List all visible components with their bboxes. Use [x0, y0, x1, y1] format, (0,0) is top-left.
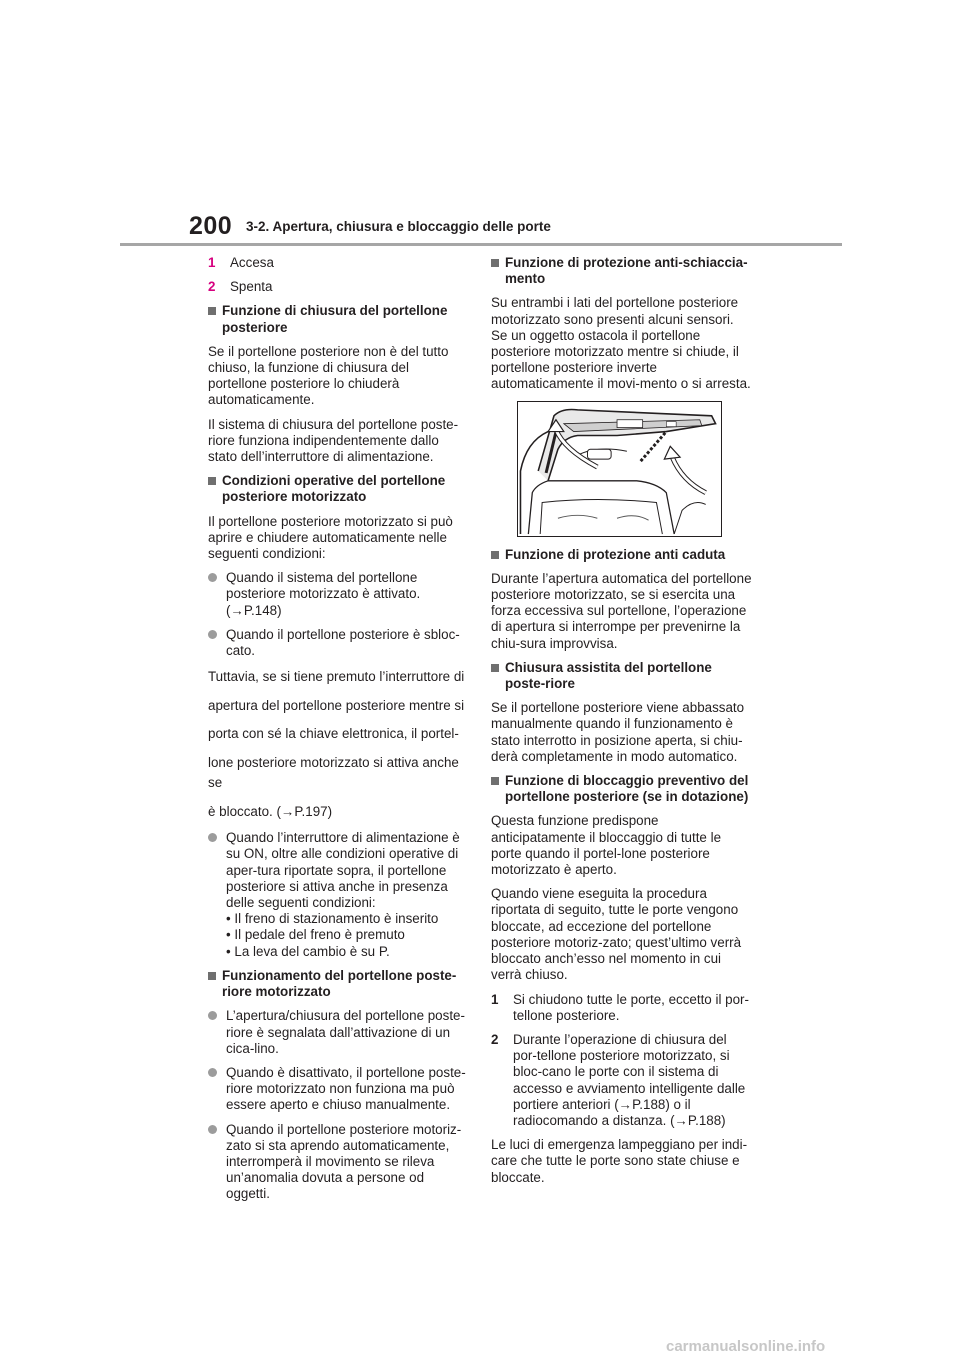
item-text: Accesa	[230, 255, 274, 270]
heading-text: Funzione di protezione anti caduta	[505, 546, 726, 562]
page-number: 200	[189, 212, 233, 240]
tailgate-sensor-illustration	[517, 401, 722, 537]
paragraph: Su entrambi i lati del portellone posteriore motorizzato sono presenti alcuni sensori. Se un oggetto ostacola il portellone posteriore motorizzato mentre si chiude, il portellone posteriore inverte automaticamente il movi-mento o si arresta.	[491, 295, 751, 392]
round-bullet-icon	[208, 1122, 226, 1203]
heading-text: Funzione di chiusura del portellone posteriore	[222, 303, 448, 335]
numbered-step	[491, 992, 753, 1024]
round-bullet-icon	[208, 1008, 226, 1057]
header-rule	[120, 243, 842, 246]
step-text: Si chiudono tutte le porte, eccetto il por-tellone posteriore.	[513, 991, 749, 1023]
bullet-text: Quando il portellone posteriore è sbloc-cato.	[226, 626, 460, 659]
footer-watermark: carmanualsonline.info	[666, 1338, 826, 1355]
numbered-step	[491, 1032, 753, 1129]
paragraph: Durante l’apertura automatica del portellone posteriore motorizzato, se si esercita una forza eccessiva sul portellone, l’operazione di apertura si interrompe per prevenirne la chiu-sura improvvisa.	[491, 570, 752, 651]
paragraph: Se il portellone posteriore viene abbassato manualmente quando il funzionamento è stato interrotto in posizione aperta, si chiu-derà completamente in modo automatico.	[491, 700, 745, 764]
numbered-item	[208, 255, 470, 271]
square-bullet-icon	[208, 473, 222, 505]
square-bullet-icon	[208, 303, 222, 335]
sub-item: • La leva del cambio è su P.	[226, 943, 390, 959]
round-bullet-icon	[208, 1065, 226, 1114]
step-text: Durante l’operazione di chiusura del por-tellone posteriore motorizzato, si bloc-cano le porte con il sistema di accesso e avviamento intelligente dalle portiere anteriori (→P.188) o il radiocomando a distanza. (→P.188)	[513, 1031, 746, 1128]
heading-text: Funzionamento del portellone poste-riore motorizzato	[222, 967, 457, 1000]
note-line: Tuttavia, se si tiene premuto l’interruttore di	[208, 669, 465, 685]
bullet-text: L’apertura/chiusura del portellone poste-riore è segnalata dall’attivazione di un cica-lino.	[226, 1008, 465, 1056]
section-heading	[491, 255, 753, 287]
note-line: porta con sé la chiave elettronica, il portel-	[208, 726, 459, 742]
bullet-text: Quando il sistema del portellone posteriore motorizzato è attivato. (→P.148)	[226, 570, 421, 618]
heading-text: Chiusura assistita del portellone poste-riore	[505, 659, 712, 692]
paragraph: Quando viene eseguita la procedura riportata di seguito, tutte le porte vengono bloccate, ad eccezione del portellone posteriore motoriz-zato; quest’ultimo verrà bloccato anch’esso nel momento in cui verrà chiuso.	[491, 886, 742, 983]
bullet-item	[208, 1065, 470, 1114]
bullet-item	[208, 1122, 470, 1203]
section-heading	[491, 660, 753, 692]
round-bullet-icon	[208, 627, 226, 659]
paragraph: Il sistema di chiusura del portellone poste-riore funziona indipendentemente dallo stato dell’interruttore di alimentazione.	[208, 416, 459, 465]
section-heading	[208, 473, 470, 505]
bullet-item	[208, 830, 470, 960]
item-text: Spenta	[230, 279, 273, 295]
step-number: 1	[491, 991, 499, 1007]
section-heading	[491, 773, 753, 805]
section-heading	[491, 547, 753, 563]
left-column	[208, 255, 470, 1211]
bullet-text: Quando l’interruttore di alimentazione è su ON, oltre alle condizioni operative di aper-tura riportate sopra, il portellone posteriore si attiva anche in presenza delle seguenti condizioni:	[226, 830, 460, 911]
right-column	[491, 255, 753, 1194]
round-bullet-icon	[208, 830, 226, 960]
square-bullet-icon	[491, 255, 505, 287]
square-bullet-icon	[491, 660, 505, 692]
sub-item: • Il freno di stazionamento è inserito	[226, 911, 439, 927]
item-number: 2	[208, 279, 216, 295]
bullet-body	[226, 830, 470, 960]
step-number: 2	[491, 1031, 499, 1047]
heading-text: Funzione di bloccaggio preventivo del portellone posteriore (se in dotazione)	[505, 773, 749, 805]
note-line: è bloccato. (→P.197)	[208, 803, 333, 819]
round-bullet-icon	[208, 570, 226, 619]
bullet-item	[208, 570, 470, 619]
bullet-item	[208, 627, 470, 659]
heading-text: Funzione di protezione anti-schiaccia-mento	[505, 255, 748, 287]
paragraph: Questa funzione predispone anticipatamente il bloccaggio di tutte le porte quando il portel-lone posteriore motorizzato è aperto.	[491, 813, 722, 878]
bullet-text: Quando è disattivato, il portellone poste-riore motorizzato non funziona ma può essere aperto e chiuso manualmente.	[226, 1064, 466, 1113]
paragraph: Se il portellone posteriore non è del tutto chiuso, la funzione di chiusura del portellone posteriore lo chiuderà automaticamente.	[208, 343, 449, 408]
section-title: 3-2. Apertura, chiusura e bloccaggio delle porte	[246, 219, 551, 234]
square-bullet-icon	[491, 773, 505, 805]
note-line: apertura del portellone posteriore mentre si	[208, 697, 465, 713]
square-bullet-icon	[491, 547, 505, 563]
section-heading	[208, 303, 470, 335]
numbered-item	[208, 279, 470, 295]
note-block	[208, 667, 470, 822]
square-bullet-icon	[208, 968, 222, 1000]
paragraph: Il portellone posteriore motorizzato si può aprire e chiudere automaticamente nelle seguenti condizioni:	[208, 513, 453, 562]
bullet-item	[208, 1008, 470, 1057]
note-line: lone posteriore motorizzato si attiva anche se	[208, 754, 459, 791]
sub-item: • Il pedale del freno è premuto	[226, 927, 405, 943]
heading-text: Condizioni operative del portellone posteriore motorizzato	[222, 473, 446, 505]
paragraph: Le luci di emergenza lampeggiano per indi-care che tutte le porte sono state chiuse e bloccate.	[491, 1137, 748, 1185]
bullet-text: Quando il portellone posteriore motoriz-zato si sta aprendo automaticamente, interromperà il movimento se rileva un’anomalia dovuta a persone od oggetti.	[226, 1121, 462, 1202]
item-number: 1	[208, 255, 216, 270]
section-heading	[208, 968, 470, 1000]
